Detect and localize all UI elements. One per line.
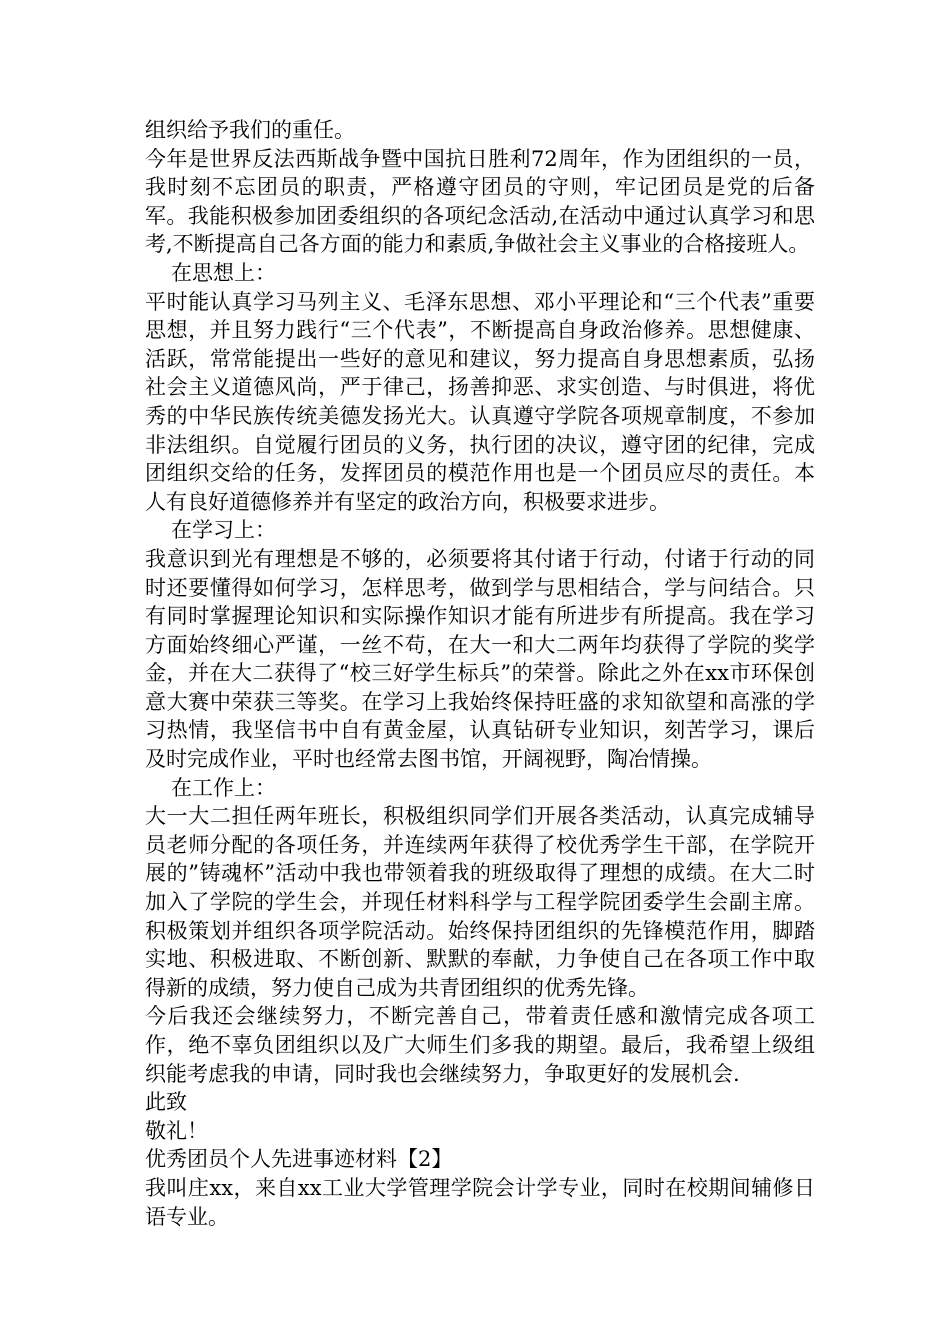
paragraph-future: 今后我还会继续努力，不断完善自己，带着责任感和激情完成各项工作，绝不辜负团组织以及广大师生们多我的期望。最后，我希望上级组织能考虑我的申请，同时我也会继续努力，争取更好的发展机会. [145,1004,815,1086]
paragraph-closing-fragment: 组织给予我们的重任。 [145,118,355,142]
paragraph-work: 大一大二担任两年班长，积极组织同学们开展各类活动，认真完成辅导员老师分配的各项任务，并连续两年获得了校优秀学生干部，在学院开展的”铸魂杯”活动中我也带领着我的班级取得了理想的成绩。在大二时加入了学院的学生会，并现任材料科学与工程学院团委学生会副主席。积极策划并组织各项学院活动。始终保持团组织的先锋模范作用，脚踏实地、积极进取、不断创新、默默的奉献，力争使自己在各项工作中取得新的成绩，努力使自己成为共青团组织的优秀先锋。 [145,804,815,1000]
heading-thought: 在思想上： [171,260,276,285]
salutation-cizhi: 此致 [145,1090,187,1115]
paragraph-intro-2: 我叫庄xx，来自xx工业大学管理学院会计学专业，同时在校期间辅修日语专业。 [145,1175,815,1229]
paragraph-study: 我意识到光有理想是不够的，必须要将其付诸于行动，付诸于行动的同时还要懂得如何学习，怎样思考，做到学与思相结合，学与问结合。只有同时掌握理论知识和实际操作知识才能有所进步有所提高。我在学习方面始终细心严谨，一丝不苟，在大一和大二两年均获得了学院的奖学金，并在大二获得了“校三好学生标兵”的荣誉。除此之外在xx市环保创意大赛中荣获三等奖。在学习上我始终保持旺盛的求知欲望和高涨的学习热情，我坚信书中自有黄金屋，认真钻研专业知识，刻苦学习，课后及时完成作业，平时也经常去图书馆，开阔视野，陶冶情操。 [145,546,815,772]
section-title-2: 优秀团员个人先进事迹材料【2】 [145,1147,453,1172]
paragraph-anniversary: 今年是世界反法西斯战争暨中国抗日胜利72周年，作为团组织的一员，我时刻不忘团员的职责，严格遵守团员的守则，牢记团员是党的后备军。我能积极参加团委组织的各项纪念活动,在活动中通过认真学习和思考,不断提高自己各方面的能力和素质,争做社会主义事业的合格接班人。 [145,146,815,257]
paragraph-thought: 平时能认真学习马列主义、毛泽东思想、邓小平理论和“三个代表”重要思想，并且努力践行“三个代表”，不断提高自身政治修养。思想健康、活跃，常常能提出一些好的意见和建议，努力提高自身思想素质，弘扬社会主义道德风尚，严于律己，扬善抑恶、求实创造、与时俱进，将优秀的中华民族传统美德发扬光大。认真遵守学院各项规章制度，不参加非法组织。自觉履行团员的义务，执行团的决议，遵守团的纪律，完成团组织交给的任务，发挥团员的模范作用也是一个团员应尽的责任。本人有良好道德修养并有坚定的政治方向，积极要求进步。 [145,289,815,514]
salutation-jingli: 敬礼！ [145,1118,208,1143]
document-page [145,116,815,1231]
heading-work: 在工作上： [171,775,276,800]
heading-study: 在学习上： [171,518,276,543]
